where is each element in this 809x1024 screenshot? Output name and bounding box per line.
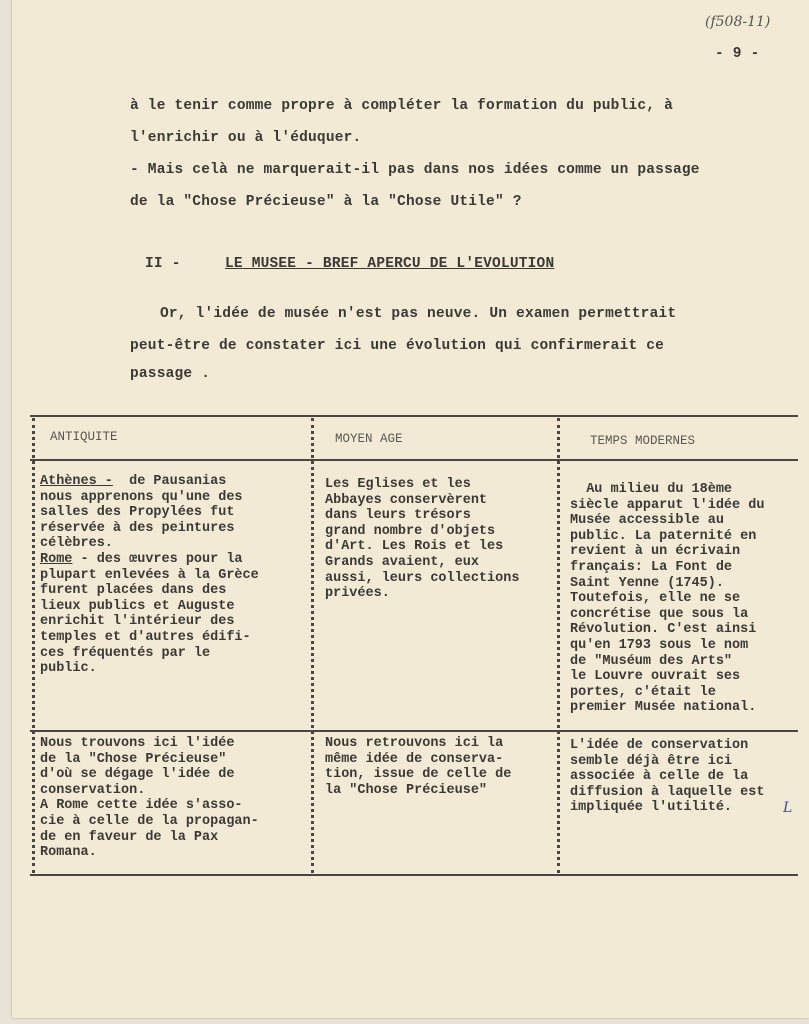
- table-border-bottom: [30, 874, 798, 876]
- archive-reference: (f508-11): [705, 14, 771, 30]
- cell-temps-modernes-1: Au milieu du 18ème siècle apparut l'idée du Musée accessible au public. La paternité en revient à un écrivain français: La Font de Saint Yenne (1745). Toutefois, elle ne se concrétise que sous la Révolution. C'est ainsi qu'en 1793 sous le nom de "Muséum des Arts" le Louvre ouvrait ses portes, c'était le premier Musée national.: [570, 482, 765, 716]
- paragraph-line: passage .: [130, 366, 211, 382]
- rome-text: - des œuvres pour la plupart enlevées à la Grèce furent placées dans des lieux publics et Auguste enrichit l'intérieur des temples et d'autres édifi- ces fréquentés par le public.: [40, 551, 259, 677]
- cell-antiquite-2: Nous trouvons ici l'idée de la "Chose Précieuse" d'où se dégage l'idée de conservation. A Rome cette idée s'asso- cie à celle de la propagan- de en faveur de la Pax Romana.: [40, 736, 259, 861]
- intro-line: l'enrichir ou à l'éduquer.: [130, 130, 362, 146]
- header-moyen-age: MOYEN AGE: [335, 432, 403, 446]
- table-border-top: [30, 415, 798, 417]
- margin-note: L: [783, 800, 793, 816]
- cell-antiquite-1: [40, 474, 259, 677]
- column-divider: [311, 418, 320, 873]
- paragraph-line: peut-être de constater ici une évolution qui confirmerait ce: [130, 338, 665, 354]
- page-number: - 9 -: [715, 46, 760, 62]
- athenes-heading: Athènes -: [40, 474, 113, 489]
- table-row-divider: [30, 730, 798, 732]
- intro-line: - Mais celà ne marquerait-il pas dans nos idées comme un passage: [130, 162, 700, 178]
- section-number: II -: [145, 256, 181, 272]
- header-temps-modernes: TEMPS MODERNES: [590, 434, 696, 448]
- table-header-divider: [30, 459, 798, 461]
- cell-temps-modernes-2: L'idée de conservation semble déjà être ici associée à celle de la diffusion à laquelle est impliquée l'utilité.: [570, 738, 765, 816]
- column-divider: [557, 418, 566, 873]
- header-antiquite: ANTIQUITE: [50, 430, 118, 444]
- intro-line: à le tenir comme propre à compléter la formation du public, à: [130, 98, 673, 114]
- cell-moyen-age-1: Les Eglises et les Abbayes conservèrent dans leurs trésors grand nombre d'objets d'Art. Les Rois et les Grands avaient, eux aussi, leurs collections privées.: [325, 477, 520, 602]
- rome-heading: Rome: [40, 551, 73, 567]
- section-title: LE MUSEE - BREF APERCU DE L'EVOLUTION: [225, 256, 555, 272]
- intro-line: de la "Chose Précieuse" à la "Chose Utile" ?: [130, 194, 522, 210]
- athenes-text: de Pausanias nous apprenons qu'une des salles des Propylées fut réservée à des peintures célèbres.: [40, 474, 243, 552]
- paragraph-line: Or, l'idée de musée n'est pas neuve. Un examen permettrait: [160, 306, 677, 322]
- cell-moyen-age-2: Nous retrouvons ici la même idée de conserva- tion, issue de celle de la "Chose Précieuse": [325, 736, 512, 798]
